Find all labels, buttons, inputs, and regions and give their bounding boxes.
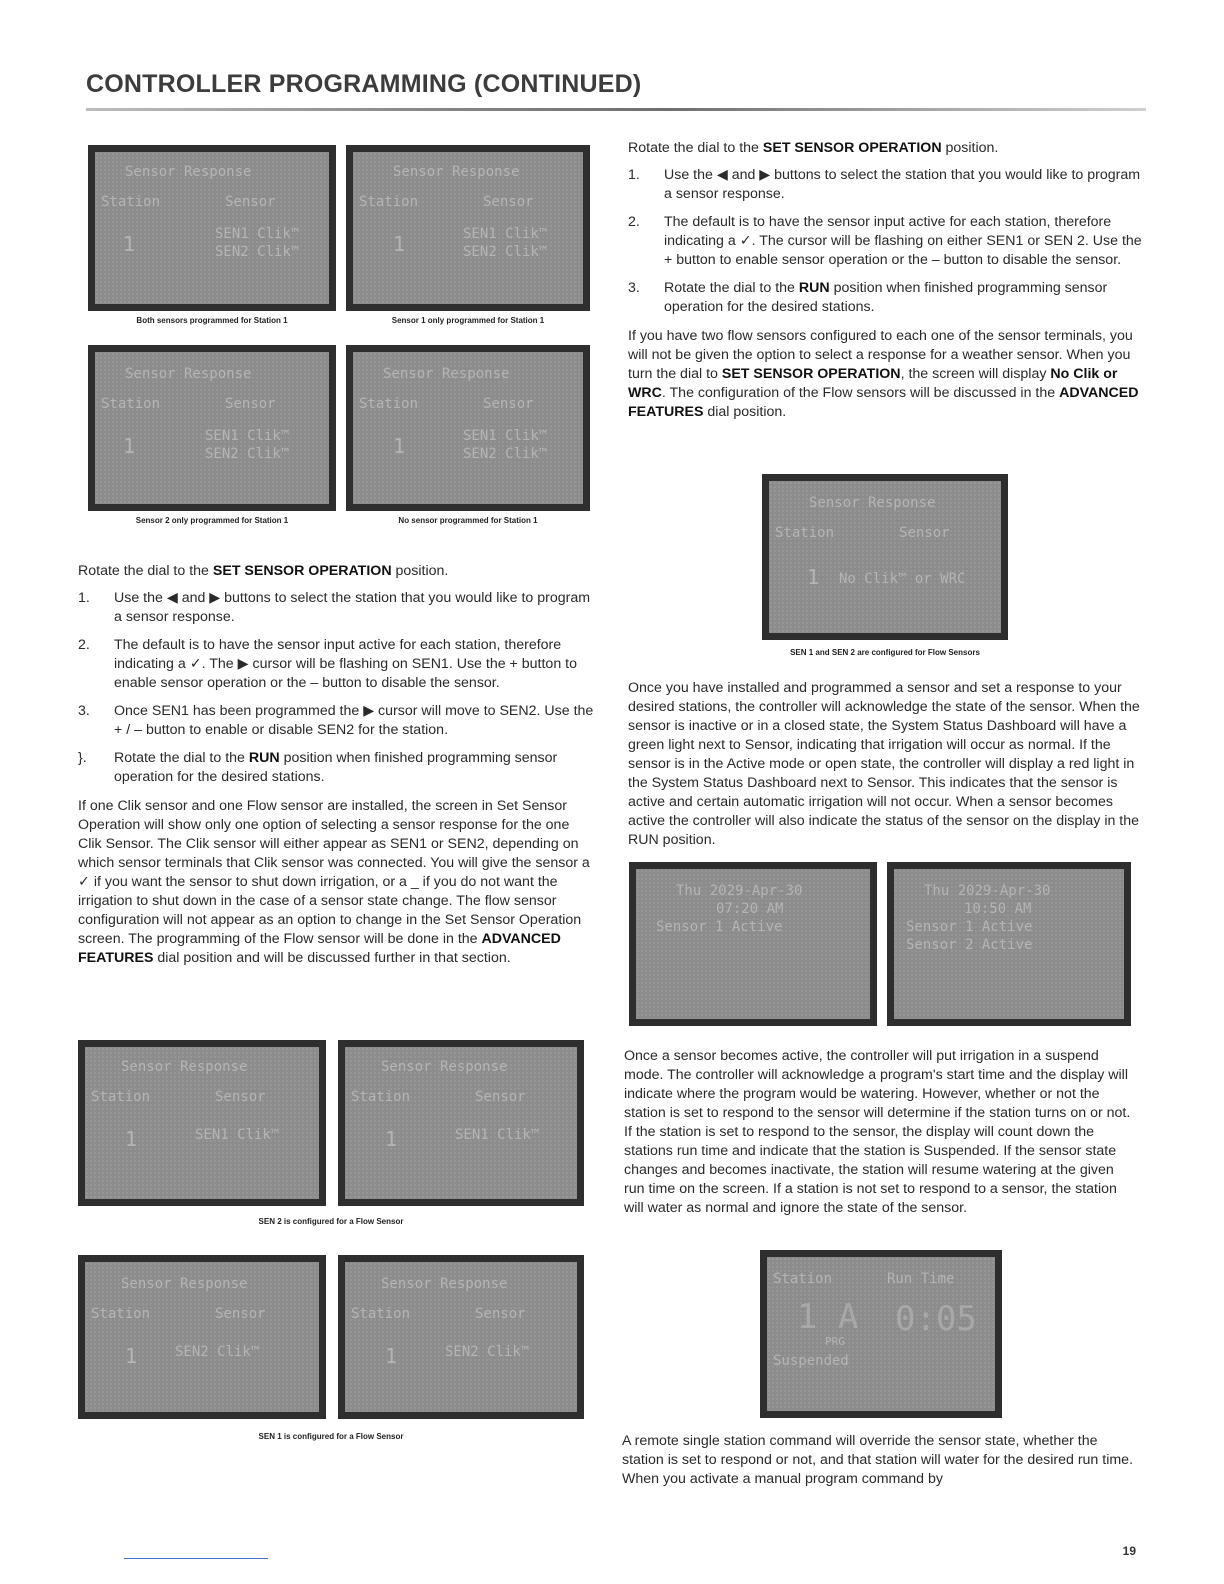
left-intro: Rotate the dial to the SET SENSOR OPERATION position.: [78, 563, 449, 579]
lcd-run-sensor-both: Thu 2029-Apr-30 10:50 AM Sensor 1 Active Sensor 2 Active: [887, 862, 1131, 1026]
caption-sen1-flow: SEN 1 is configured for a Flow Sensor: [258, 1432, 404, 1441]
caption-sensor2-only: Sensor 2 only programmed for Station 1: [135, 516, 289, 525]
list-item: 1. Use the ◀ and ▶ buttons to select the station that you would like to program a sensor response.: [628, 167, 1141, 202]
page-number: 19: [1122, 1544, 1136, 1558]
left-paragraph: If one Clik sensor and one Flow sensor are installed, the screen in Set Sensor Operation will show only one option of selecting a sensor response for the one Clik Sensor. The Clik sensor will either appear as SEN1 or SEN2, depending on which sensor terminals that Clik sensor was connected. You will give the sensor a ✓ if you want the sensor to shut down irrigation, or a _ if you do not want the irrigation to shut down in the case of a sensor state change. The flow sensor configuration will not appear as an option to change in the Set Sensor Operation screen. The programming of the Flow sensor will be done in the ADVANCED FEATURES dial position and will be discussed further in that section.: [78, 798, 590, 966]
right-intro: Rotate the dial to the SET SENSOR OPERATION position.: [628, 140, 999, 156]
list-item: 2. The default is to have the sensor input active for each station, therefore indicating a ✓. The cursor will be flashing on either SEN1 or SEN 2. Use the + button to enable sensor operation or the – button to disable the sensor.: [628, 214, 1142, 268]
caption-sensor1-only: Sensor 1 only programmed for Station 1: [391, 316, 545, 325]
lcd-sensor1-only: Sensor Response Station Sensor 1 SEN1 Clik™ SEN2 Clik™: [346, 145, 590, 311]
right-steps: [628, 166, 1146, 317]
right-paragraph-suspend: [624, 1047, 1138, 1226]
caption-sen2-flow: SEN 2 is configured for a Flow Sensor: [258, 1217, 404, 1226]
list-item: 3. Once SEN1 has been programmed the ▶ cursor will move to SEN2. Use the + / – button to enable or disable SEN2 for the station.: [78, 703, 594, 738]
status-paragraph: Once you have installed and programmed a sensor and set a response to your desired stations, the controller will acknowledge the state of the sensor. When the sensor is inactive or in a closed state, the System Status Dashboard will have a green light next to Sensor, indicating that irrigation will occur as normal. If the sensor is in the Active mode or open state, the controller will display a red light in the System Status Dashboard next to Sensor. This indicates that the sensor is active and certain automatic irrigation will not occur. When a sensor becomes active the controller will also indicate the status of the sensor on the display in the RUN position.: [628, 680, 1140, 848]
title-rule: [86, 108, 1146, 111]
left-text-column: [78, 562, 596, 976]
list-item: }. Rotate the dial to the RUN position when finished programming sensor operation for the desired stations.: [78, 750, 558, 785]
lcd-sen1-flow-a: Sensor Response Station Sensor 1 SEN2 Clik™: [78, 1255, 326, 1419]
caption-flow-sensors: SEN 1 and SEN 2 are configured for Flow Sensors: [790, 648, 980, 657]
right-paragraph-remote: [622, 1432, 1134, 1497]
lcd-sen2-flow-b: Sensor Response Station Sensor 1 SEN1 Clik™: [338, 1040, 584, 1206]
page-title: CONTROLLER PROGRAMMING (CONTINUED): [86, 70, 642, 98]
list-item: 2. The default is to have the sensor input active for each station, therefore indicating a ✓. The ▶ cursor will be flashing on SEN1. Use the + button to enable sensor operation or the – button to disable the sensor.: [78, 637, 577, 691]
caption-both-sensors: Both sensors programmed for Station 1: [136, 316, 288, 325]
right-text-column-top: [628, 139, 1146, 430]
right-paragraph-flow: If you have two flow sensors configured to each one of the sensor terminals, you will not be given the option to select a response for a weather sensor. When you turn the dial to SET SENSOR OPERATION, the screen will display No Clik or WRC. The configuration of the Flow sensors will be discussed in the ADVANCED FEATURES dial position.: [628, 328, 1139, 420]
caption-no-sensor: No sensor programmed for Station 1: [398, 516, 538, 525]
footer-line: [124, 1558, 268, 1559]
left-steps: [78, 589, 596, 787]
lcd-sen2-flow-a: Sensor Response Station Sensor 1 SEN1 Clik™: [78, 1040, 326, 1206]
lcd-suspended: Station Run Time 1 A PRG 0:05 Suspended: [760, 1250, 1002, 1418]
lcd-no-sensor: Sensor Response Station Sensor 1 SEN1 Clik™ SEN2 Clik™: [346, 345, 590, 511]
remote-paragraph: A remote single station command will override the sensor state, whether the station is set to respond or not, and that station will water for the desired run time. When you activate a manual program command by: [622, 1433, 1134, 1487]
lcd-sen1-flow-b: Sensor Response Station Sensor 1 SEN2 Clik™: [338, 1255, 584, 1419]
lcd-run-sensor1: Thu 2029-Apr-30 07:20 AM Sensor 1 Active: [629, 862, 877, 1026]
lcd-both-sensors: Sensor Response Station Sensor 1 SEN1 Clik™ SEN2 Clik™: [88, 145, 336, 311]
list-item: 3. Rotate the dial to the RUN position when finished programming sensor operation for the desired stations.: [628, 280, 1108, 315]
list-item: 1. Use the ◀ and ▶ buttons to select the station that you would like to program a sensor response.: [78, 590, 591, 625]
lcd-no-clik: Sensor Response Station Sensor 1 No Clik™ or WRC: [762, 474, 1008, 640]
lcd-sensor2-only: Sensor Response Station Sensor 1 SEN1 Clik™ SEN2 Clik™: [88, 345, 336, 511]
suspend-paragraph: Once a sensor becomes active, the controller will put irrigation in a suspend mode. The controller will acknowledge a program's start time and the display will indicate where the program would be watering. However, whether or not the station is set to respond to the sensor will determine if the station turns on or not. If the station is set to respond to the sensor, the display will count down the stations run time and indicate that the station is Suspended. If the sensor state changes and becomes inactivate, the station will resume watering at the given run time on the screen. If a station is not set to respond to a sensor, the station will water as normal and ignore the state of the sensor.: [624, 1048, 1131, 1216]
right-paragraph-status: [628, 679, 1140, 858]
